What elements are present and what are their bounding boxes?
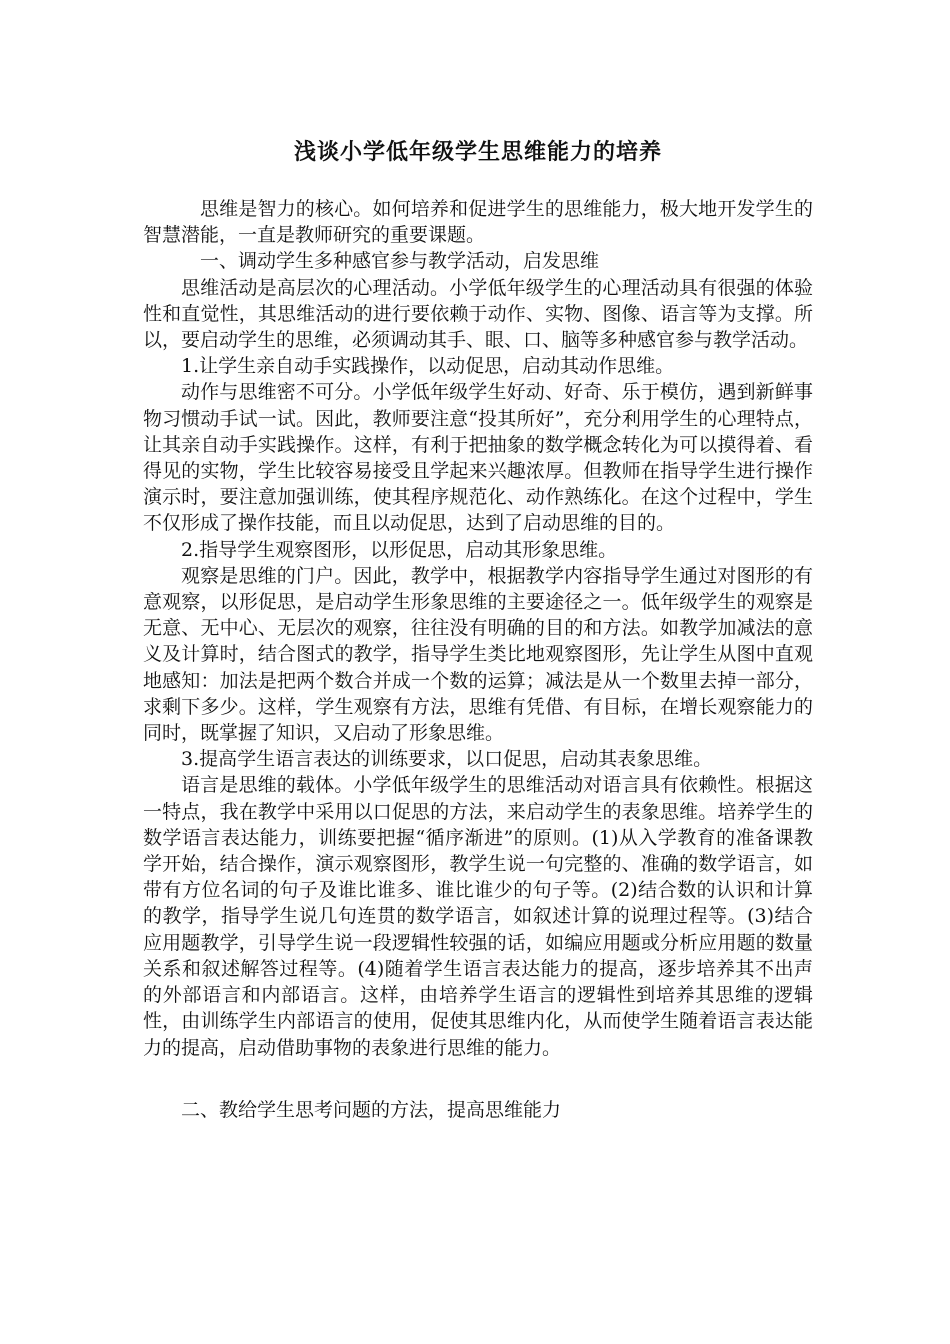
- subheading-1: 1.让学生亲自动手实践操作，以动促思，启动其动作思维。: [181, 355, 675, 378]
- body-paragraph: 观察是思维的门户。因此，教学中，根据教学内容指导学生通过对图形的有意观察，以形促思，是启动学生形象思维的主要途径之一。低年级学生的观察是无意、无中心、无层次的观察，往往没有明确的目的和方法。如教学加减法的意义及计算时，结合图式的教学，指导学生类比地观察图形，先让学生从图中直观地感知：加法是把两个数合并成一个数的运算；减法是从一个数里去掉一部分，求剩下多少。这样，学生观察有方法，思维有凭借、有目标，在增长观察能力的同时，既掌握了知识，又启动了形象思维。: [143, 564, 813, 745]
- document-title: 浅谈小学低年级学生思维能力的培养: [293, 139, 662, 165]
- subheading-3: 3.提高学生语言表达的训练要求，以口促思，启动其表象思维。: [181, 748, 713, 771]
- body-paragraph: 动作与思维密不可分。小学低年级学生好动、好奇、乐于模仿，遇到新鲜事物习惯动手试一试。因此，教师要注意“投其所好”，充分利用学生的心理特点，让其亲自动手实践操作。这样，有利于把抽象的数学概念转化为可以摸得着、看得见的实物，学生比较容易接受且学起来兴趣浓厚。但教师在指导学生进行操作演示时，要注意加强训练，使其程序规范化、动作熟练化。在这个过程中，学生不仅形成了操作技能，而且以动促思，达到了启动思维的目的。: [143, 381, 813, 535]
- body-paragraph: 语言是思维的载体。小学低年级学生的思维活动对语言具有依赖性。根据这一特点，我在教学中采用以口促思的方法，来启动学生的表象思维。培养学生的数学语言表达能力，训练要把握“循序渐进”的原则。(1)从入学教育的准备课教学开始，结合操作，演示观察图形，教学生说一句完整的、准确的数学语言，如带有方位名词的句子及谁比谁多、谁比谁少的句子等。(2)结合数的认识和计算的教学，指导学生说几句连贯的数学语言，如叙述计算的说理过程等。(3)结合应用题教学，引导学生说一段逻辑性较强的话，如编应用题或分析应用题的数量关系和叙述解答过程等。(4)随着学生语言表达能力的提高，逐步培养其不出声的外部语言和内部语言。这样，由培养学生语言的逻辑性到培养其思维的逻辑性，由训练学生内部语言的使用，促使其思维内化，从而使学生随着语言表达能力的提高，启动借助事物的表象进行思维的能力。: [143, 774, 813, 1059]
- document-page: [143, 130, 813, 1123]
- section-heading-2: 二、教给学生思考问题的方法，提高思维能力: [181, 1098, 562, 1121]
- section-heading-1: 一、调动学生多种感官参与教学活动，启发思维: [200, 250, 600, 273]
- paragraph-spacer: [143, 1061, 813, 1097]
- intro-paragraph: 思维是智力的核心。如何培养和促进学生的思维能力，极大地开发学生的智慧潜能，一直是教师研究的重要课题。: [143, 198, 813, 247]
- subheading-2: 2.指导学生观察图形，以形促思，启动其形象思维。: [181, 538, 618, 561]
- body-paragraph: 思维活动是高层次的心理活动。小学低年级学生的心理活动具有很强的体验性和直觉性，其思维活动的进行要依赖于动作、实物、图像、语言等为支撑。所以，要启动学生的思维，必须调动其手、眼、口、脑等多种感官参与教学活动。: [143, 276, 813, 352]
